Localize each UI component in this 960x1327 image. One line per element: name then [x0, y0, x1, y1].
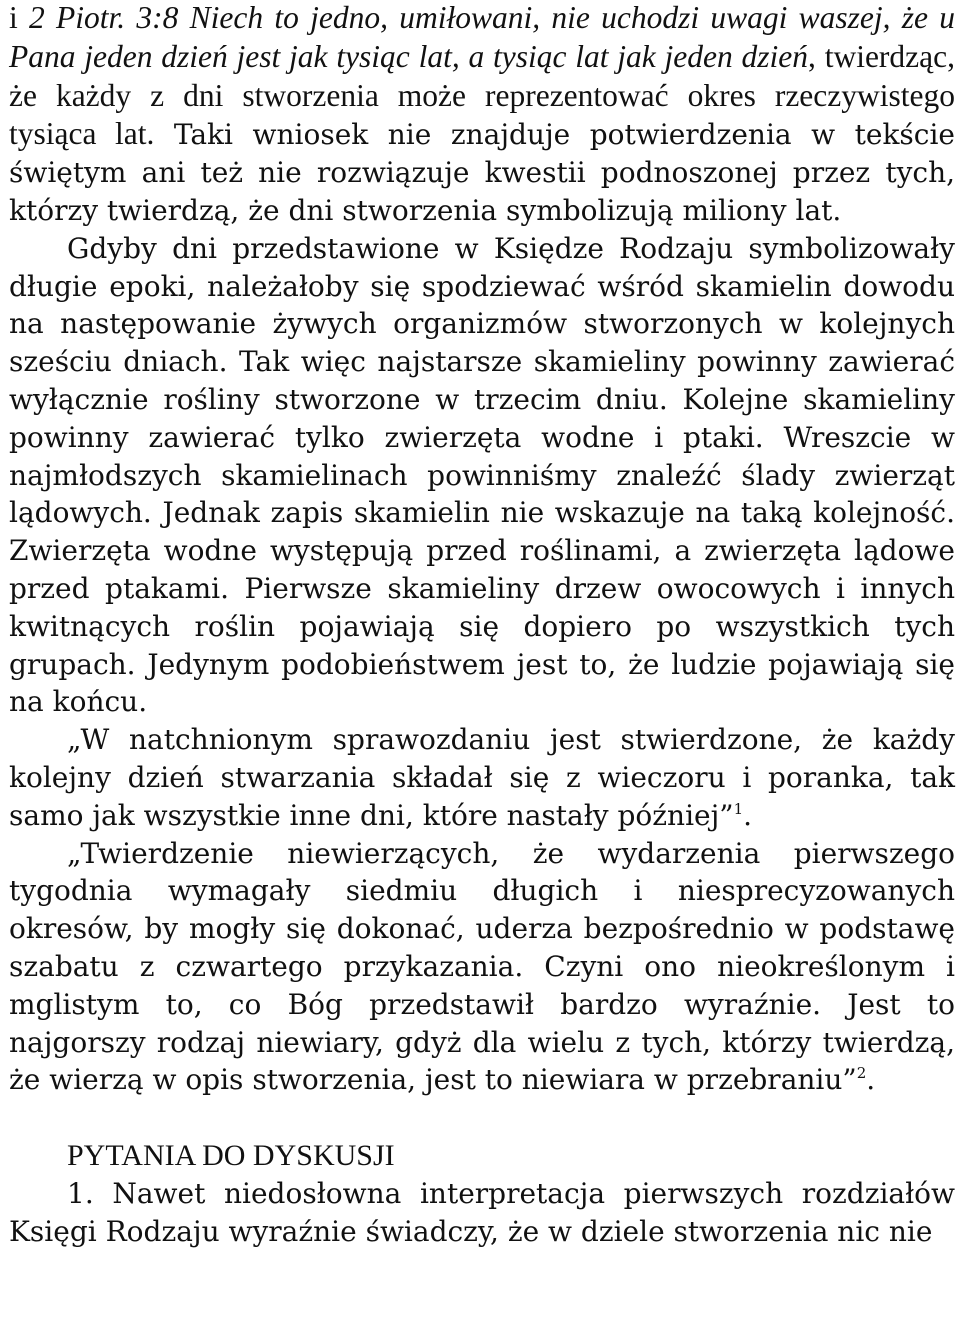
question-1: 1. Nawet niedosłowna interpretacja pierwszych rozdziałów Księgi Rodzaju wyraźnie świadczy, że w dziele stworzenia nic nie — [9, 1176, 955, 1248]
paragraph-1-rest: Taki wniosek nie znajduje potwierdzenia w tekście świętym ani też nie rozwiązuje kwestii podnoszonej przez tych, którzy twierdzą, że dni stworzenia symbolizują miliony lat. — [9, 118, 955, 227]
bible-quote: 2 Piotr. 3:8 Niech to jedno, umiłowani, nie uchodzi uwagi waszej, że u Pana jeden dzień jest jak tysiąc lat, a tysiąc lat jak jeden dzień — [9, 0, 955, 74]
quote-2 — [9, 835, 955, 1100]
quote-2-end: . — [866, 1063, 876, 1097]
blank-line — [9, 1099, 955, 1137]
footnote-1-marker: 1 — [733, 799, 744, 818]
footnote-2-marker: 2 — [856, 1064, 867, 1083]
paragraph-2: Gdyby dni przedstawione w Księdze Rodzaju symbolizowały długie epoki, należałoby się spodziewać wśród skamielin dowodu na następowanie żywych organizmów stworzonych w kolejnych sześciu dniach. Tak więc najstarsze skamieliny powinny zawierać wyłącznie rośliny stworzone w trzecim dniu. Kolejne skamieliny powinny zawierać tylko zwierzęta wodne i ptaki. Wreszcie w najmłodszych skamielinach powinniśmy znaleźć ślady zwierząt lądowych. Jednak zapis skamielin nie wskazuje na taką kolejność. Zwierzęta wodne występują przed roślinami, a zwierzęta lądowe przed ptakami. Pierwsze skamieliny drzew owocowych i innych kwitnących roślin pojawiają się dopiero po wszystkich tych grupach. Jedynym podobieństwem jest to, że ludzie pojawiają się na końcu. — [9, 231, 955, 719]
paragraph-1-prefix: i — [9, 0, 30, 35]
quote-1 — [9, 721, 955, 834]
paragraph-1-continuation: , twierdząc, że każdy z dni stworzenia może reprezentować okres rzeczywistego tysiąca lat. — [9, 38, 955, 152]
document-body — [9, 0, 955, 1250]
paragraph-1 — [9, 0, 955, 230]
quote-1-text: „W natchnionym sprawozdaniu jest stwierdzone, że każdy kolejny dzień stwarzania składał się z wieczoru i poranka, tak samo jak wszystkie inne dni, które nastały później” — [9, 723, 955, 832]
section-heading: PYTANIA DO DYSKUSJI — [67, 1138, 395, 1172]
quote-2-text: „Twierdzenie niewierzących, że wydarzenia pierwszego tygodnia wymagały siedmiu długich i niesprecyzowanych okresów, by mogły się dokonać, uderza bezpośrednio w podstawę szabatu z czwartego przykazania. Czyni ono nieokreślonym i mglistym to, co Bóg przedstawił bardzo wyraźnie. Jest to najgorszy rodzaj niewiary, gdyż dla wielu z tych, którzy twierdzą, że wierzą w opis stworzenia, jest to niewiara w przebraniu” — [9, 836, 955, 1097]
quote-1-end: . — [743, 798, 753, 832]
